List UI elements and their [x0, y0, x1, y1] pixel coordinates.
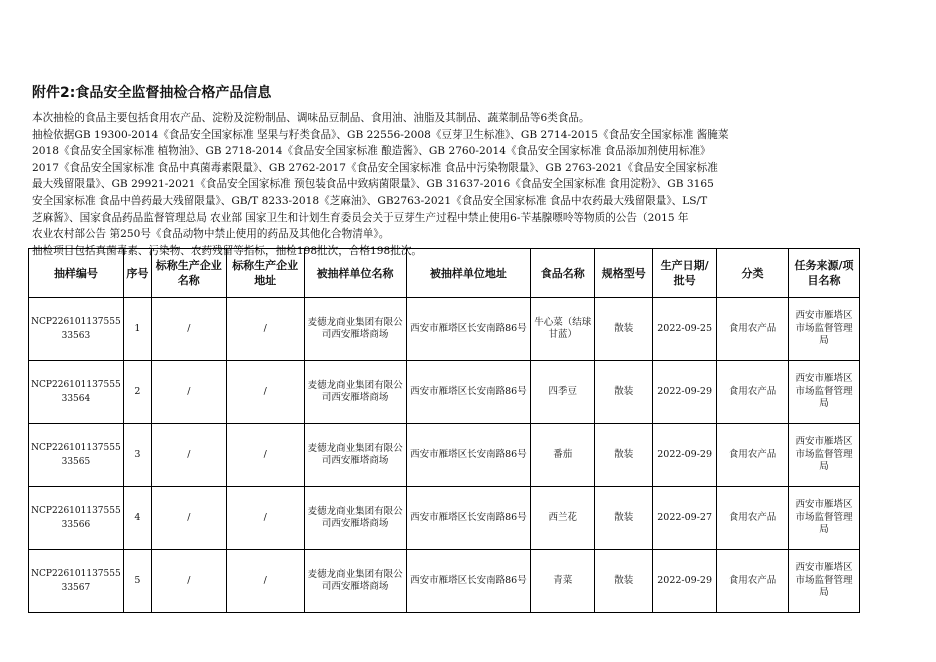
cell-mfr-addr: / — [226, 424, 304, 487]
col-header-food: 食品名称 — [531, 249, 595, 298]
cell-unit-addr: 西安市雁塔区长安南路86号 — [406, 298, 531, 361]
cell-date: 2022-09-25 — [653, 298, 717, 361]
cell-unit-name: 麦德龙商业集团有限公司西安雁塔商场 — [304, 298, 406, 361]
intro-line: 农业农村部公告 第250号《食品动物中禁止使用的药品及其他化合物清单》。 — [32, 228, 390, 241]
col-header-code: 抽样编号 — [29, 249, 124, 298]
cell-date: 2022-09-29 — [653, 361, 717, 424]
cell-mfr-addr: / — [226, 298, 304, 361]
cell-source: 西安市雁塔区市场监督管理局 — [789, 550, 860, 613]
cell-food: 西兰花 — [531, 487, 595, 550]
cell-code: NCP22610113755533563 — [29, 298, 124, 361]
cell-spec: 散装 — [595, 487, 653, 550]
cell-code: NCP22610113755533567 — [29, 550, 124, 613]
col-header-mfr-name: 标称生产企业名称 — [151, 249, 226, 298]
cell-food: 青菜 — [531, 550, 595, 613]
intro-line: 2018《食品安全国家标准 植物油》、GB 2718-2014《食品安全国家标准 酿造酱》、GB 2760-2014《食品安全国家标准 食品添加剂使用标准》 — [32, 145, 711, 158]
col-header-category: 分类 — [717, 249, 789, 298]
cell-category: 食用农产品 — [717, 298, 789, 361]
intro-paragraph — [32, 110, 860, 257]
cell-category: 食用农产品 — [717, 424, 789, 487]
col-header-date: 生产日期/批号 — [653, 249, 717, 298]
results-table — [28, 248, 860, 613]
table-row — [29, 550, 860, 613]
cell-food: 牛心菜（结球甘蓝） — [531, 298, 595, 361]
table-row — [29, 298, 860, 361]
cell-unit-name: 麦德龙商业集团有限公司西安雁塔商场 — [304, 361, 406, 424]
col-header-spec: 规格型号 — [595, 249, 653, 298]
intro-line: 安全国家标准 食品中兽药最大残留限量》、GB/T 8233-2018《芝麻油》、GB2763-2021《食品安全国家标准 食品中农药最大残留限量》、LS/T — [32, 194, 708, 207]
cell-source: 西安市雁塔区市场监督管理局 — [789, 298, 860, 361]
cell-unit-addr: 西安市雁塔区长安南路86号 — [406, 487, 531, 550]
cell-no: 1 — [123, 298, 151, 361]
cell-unit-name: 麦德龙商业集团有限公司西安雁塔商场 — [304, 550, 406, 613]
cell-category: 食用农产品 — [717, 550, 789, 613]
document-title: 附件2:食品安全监督抽检合格产品信息 — [32, 85, 272, 101]
cell-spec: 散装 — [595, 550, 653, 613]
cell-no: 2 — [123, 361, 151, 424]
cell-spec: 散装 — [595, 424, 653, 487]
cell-date: 2022-09-29 — [653, 550, 717, 613]
cell-date: 2022-09-29 — [653, 424, 717, 487]
cell-spec: 散装 — [595, 361, 653, 424]
cell-mfr-addr: / — [226, 550, 304, 613]
col-header-no: 序号 — [123, 249, 151, 298]
intro-line: 2017《食品安全国家标准 食品中真菌毒素限量》、GB 2762-2017《食品安全国家标准 食品中污染物限量》、GB 2763-2021《食品安全国家标准 — [32, 161, 718, 174]
cell-category: 食用农产品 — [717, 487, 789, 550]
cell-mfr-name: / — [151, 487, 226, 550]
cell-code: NCP22610113755533566 — [29, 487, 124, 550]
cell-mfr-addr: / — [226, 487, 304, 550]
cell-mfr-addr: / — [226, 361, 304, 424]
cell-mfr-name: / — [151, 424, 226, 487]
cell-no: 5 — [123, 550, 151, 613]
table-row — [29, 424, 860, 487]
results-table-container — [28, 248, 860, 610]
table-row — [29, 361, 860, 424]
cell-unit-addr: 西安市雁塔区长安南路86号 — [406, 550, 531, 613]
cell-mfr-name: / — [151, 298, 226, 361]
cell-mfr-name: / — [151, 361, 226, 424]
cell-food: 番茄 — [531, 424, 595, 487]
cell-no: 4 — [123, 487, 151, 550]
cell-mfr-name: / — [151, 550, 226, 613]
intro-line: 本次抽检的食品主要包括食用农产品、淀粉及淀粉制品、调味品豆制品、食用油、油脂及其制品、蔬菜制品等6类食品。 — [32, 112, 590, 124]
col-header-unit-name: 被抽样单位名称 — [304, 249, 406, 298]
col-header-mfr-addr: 标称生产企业地址 — [226, 249, 304, 298]
table-header-row — [29, 249, 860, 298]
cell-source: 西安市雁塔区市场监督管理局 — [789, 487, 860, 550]
cell-source: 西安市雁塔区市场监督管理局 — [789, 424, 860, 487]
cell-date: 2022-09-27 — [653, 487, 717, 550]
col-header-unit-addr: 被抽样单位地址 — [406, 249, 531, 298]
col-header-source: 任务来源/项目名称 — [789, 249, 860, 298]
cell-code: NCP22610113755533565 — [29, 424, 124, 487]
intro-line: 最大残留限量》、GB 29921-2021《食品安全国家标准 预包装食品中致病菌限量》、GB 31637-2016《食品安全国家标准 食用淀粉》、GB 3165 — [32, 178, 714, 191]
cell-unit-name: 麦德龙商业集团有限公司西安雁塔商场 — [304, 487, 406, 550]
intro-line: 抽检项目包括真菌毒素、污染物、农药残留等指标，抽检198批次，合格198批次。 — [32, 244, 423, 257]
cell-unit-addr: 西安市雁塔区长安南路86号 — [406, 361, 531, 424]
intro-line: 抽检依据GB 19300-2014《食品安全国家标准 坚果与籽类食品》、GB 22556-2008《豆芽卫生标准》、GB 2714-2015《食品安全国家标准 酱腌菜 — [32, 128, 729, 141]
cell-no: 3 — [123, 424, 151, 487]
cell-food: 四季豆 — [531, 361, 595, 424]
cell-code: NCP22610113755533564 — [29, 361, 124, 424]
cell-source: 西安市雁塔区市场监督管理局 — [789, 361, 860, 424]
cell-spec: 散装 — [595, 298, 653, 361]
intro-line: 芝麻酱》、国家食品药品监督管理总局 农业部 国家卫生和计划生育委员会关于豆芽生产过程中禁止使用6-苄基腺嘌呤等物质的公告（2015 年 — [32, 211, 689, 224]
cell-unit-addr: 西安市雁塔区长安南路86号 — [406, 424, 531, 487]
table-row — [29, 487, 860, 550]
cell-category: 食用农产品 — [717, 361, 789, 424]
cell-unit-name: 麦德龙商业集团有限公司西安雁塔商场 — [304, 424, 406, 487]
